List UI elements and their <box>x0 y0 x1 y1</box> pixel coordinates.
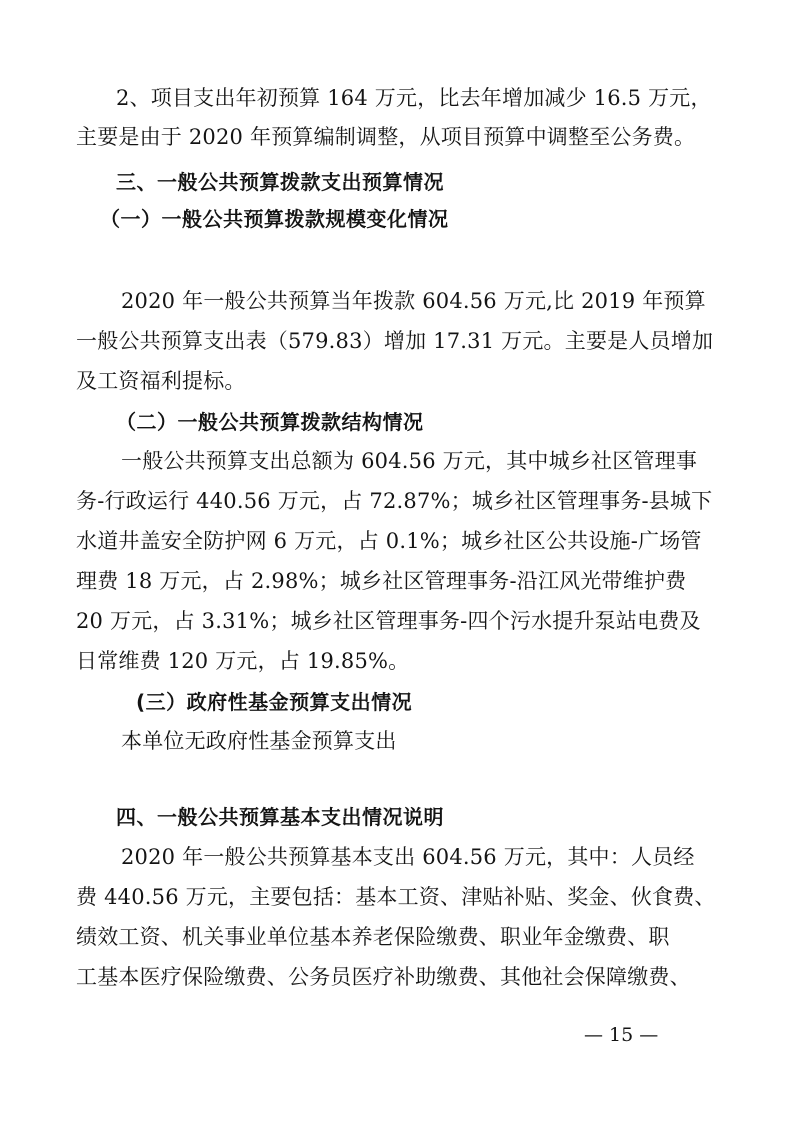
body-text-line: 主要是由于 2020 年预算编制调整，从项目预算中调整至公务费。 <box>76 125 696 149</box>
body-text-line: 费 440.56 万元，主要包括：基本工资、津贴补贴、奖金、伙食费、 <box>76 885 716 909</box>
body-text-line: 及工资福利提标。 <box>76 369 246 393</box>
body-text-line: 2020 年一般公共预算基本支出 604.56 万元，其中：人员经 <box>121 845 695 869</box>
body-text-line: 一般公共预算支出总额为 604.56 万元，其中城乡社区管理事 <box>121 449 698 473</box>
body-text-line: 2020 年一般公共预算当年拨款 604.56 万元,比 2019 年预算 <box>121 289 706 313</box>
subsection-heading: （一）一般公共预算拨款规模变化情况 <box>100 207 449 231</box>
body-text-line: 工基本医疗保险缴费、公务员医疗补助缴费、其他社会保障缴费、 <box>76 965 691 989</box>
body-text-line: 理费 18 万元，占 2.98%；城乡社区管理事务-沿江风光带维护费 <box>76 569 687 593</box>
body-text-line: 一般公共预算支出表（579.83）增加 17.31 万元。主要是人员增加 <box>76 329 714 353</box>
body-text-line: 水道井盖安全防护网 6 万元，占 0.1%；城乡社区公共设施-广场管 <box>76 529 702 553</box>
body-text-line: 20 万元，占 3.31%；城乡社区管理事务-四个污水提升泵站电费及 <box>76 609 701 633</box>
subsection-heading: （二）一般公共预算拨款结构情况 <box>116 410 424 434</box>
section-heading: 三、一般公共预算拨款支出预算情况 <box>116 170 444 194</box>
body-text-line: 本单位无政府性基金预算支出 <box>121 729 397 753</box>
body-text-line: 2、项目支出年初预算 164 万元，比去年增加减少 16.5 万元， <box>116 86 712 110</box>
subsection-heading: (三）政府性基金预算支出情况 <box>136 690 413 714</box>
section-heading: 四、一般公共预算基本支出情况说明 <box>116 805 444 829</box>
body-text-line: 务-行政运行 440.56 万元，占 72.87%；城乡社区管理事务-县城下 <box>76 489 713 513</box>
body-text-line: 日常维费 120 万元，占 19.85%。 <box>76 649 410 673</box>
page-number: — 15 — <box>584 1024 659 1046</box>
body-text-line: 绩效工资、机关事业单位基本养老保险缴费、职业年金缴费、职 <box>76 925 670 949</box>
